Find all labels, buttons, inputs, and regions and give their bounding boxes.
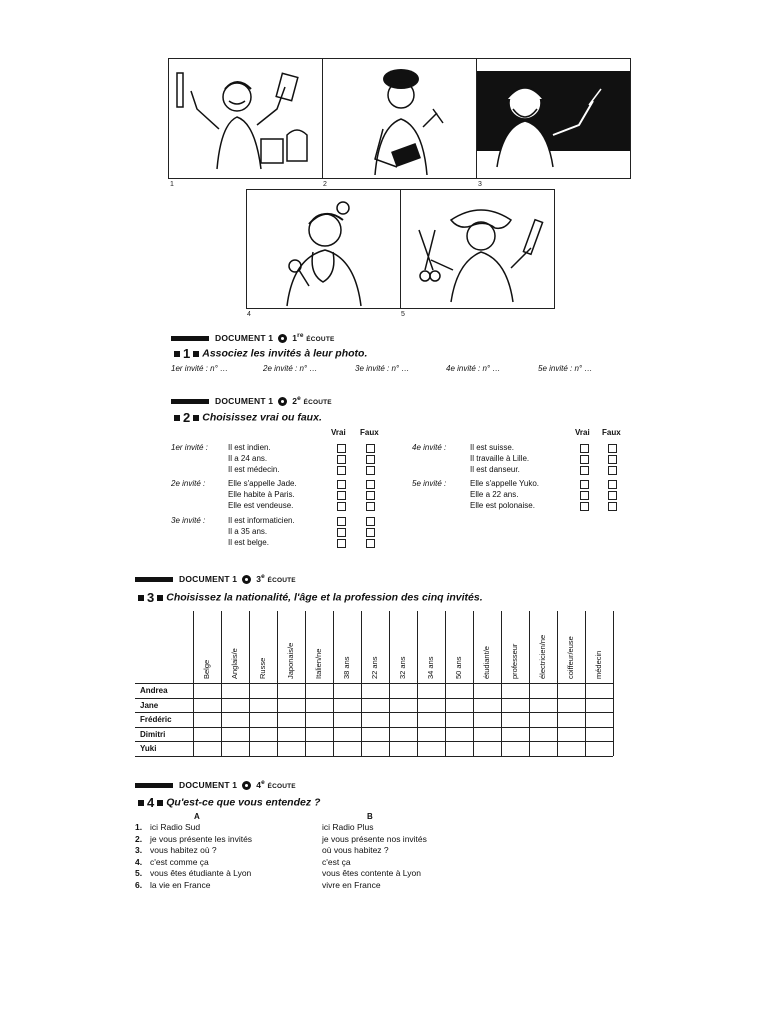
section-bar — [135, 577, 173, 582]
vrai-checkbox[interactable] — [337, 455, 346, 464]
grid-cell[interactable] — [194, 728, 221, 742]
column-header: 34 ans — [426, 656, 435, 679]
grid-cell[interactable] — [530, 713, 557, 727]
grid-cell[interactable] — [446, 742, 473, 756]
column-header: Russe — [258, 657, 267, 679]
grid-cell[interactable] — [446, 713, 473, 727]
grid-cell[interactable] — [502, 699, 529, 713]
ex4-document-header — [135, 779, 296, 790]
item-number: 4. — [135, 856, 143, 867]
option-b[interactable]: vivre en France — [322, 879, 381, 890]
grid-cell[interactable] — [390, 713, 417, 727]
column-header: médecin — [594, 650, 603, 679]
grid-cell[interactable] — [278, 713, 305, 727]
grid-cell[interactable] — [250, 713, 277, 727]
statement: Elle a 22 ans. — [470, 490, 519, 499]
square-bullet-icon — [157, 800, 163, 806]
ecoute-number: 2 — [292, 395, 298, 406]
ecoute-number: 4 — [256, 779, 262, 790]
grid-cell[interactable] — [586, 684, 613, 698]
grid-cell[interactable] — [418, 699, 445, 713]
grid-cell[interactable] — [530, 684, 557, 698]
row-name: Jane — [140, 700, 159, 710]
grid-cell[interactable] — [474, 699, 501, 713]
grid-cell[interactable] — [530, 742, 557, 756]
statement: Elle est vendeuse. — [228, 501, 294, 510]
exercise-number: 1 — [183, 346, 191, 361]
ex2-heading — [171, 410, 322, 425]
grid-cell[interactable] — [474, 713, 501, 727]
grid-cell[interactable] — [194, 713, 221, 727]
grid-cell[interactable] — [502, 713, 529, 727]
faux-checkbox[interactable] — [366, 444, 375, 453]
grid-cell[interactable] — [418, 728, 445, 742]
grid-cell[interactable] — [558, 684, 585, 698]
ecoute-word: ÉCOUTE — [303, 398, 332, 406]
grid-cell[interactable] — [278, 728, 305, 742]
vrai-checkbox[interactable] — [337, 528, 346, 537]
ecoute-number: 3 — [256, 573, 262, 584]
column-a-header: A — [194, 812, 200, 821]
column-header: Japonais/e — [286, 642, 295, 679]
grid-cell[interactable] — [502, 684, 529, 698]
option-a[interactable]: vous êtes étudiante à Lyon — [150, 868, 252, 878]
exercise-number: 4 — [147, 795, 155, 810]
ex1-answer-3: 3e invité : n° … — [355, 364, 410, 373]
ecoute-word: ÉCOUTE — [267, 576, 296, 584]
row-name: Andrea — [140, 686, 168, 695]
column-header: professeur — [510, 643, 519, 679]
guest-label: 5e invité : — [412, 479, 447, 488]
audio-disc-icon — [278, 334, 287, 343]
picture-5-caption: 5 — [401, 311, 405, 318]
faux-checkbox[interactable] — [608, 455, 617, 464]
grid-cell[interactable] — [250, 684, 277, 698]
document-label: DOCUMENT 1 — [215, 395, 274, 406]
grid-cell[interactable] — [558, 699, 585, 713]
square-bullet-icon — [157, 595, 163, 601]
grid-cell[interactable] — [586, 699, 613, 713]
ecoute-sup: e — [261, 573, 265, 580]
column-header: Anglais/e — [230, 648, 239, 679]
picture-1 — [168, 58, 323, 179]
faux-checkbox[interactable] — [366, 517, 375, 526]
vrai-checkbox[interactable] — [337, 480, 346, 489]
faux-checkbox[interactable] — [608, 480, 617, 489]
grid-cell[interactable] — [222, 728, 249, 742]
grid-cell[interactable] — [558, 728, 585, 742]
doctor-with-stethoscope-drawing — [247, 190, 400, 308]
grid-cell[interactable] — [306, 699, 333, 713]
exercise-instruction: Qu'est-ce que vous entendez ? — [166, 796, 321, 809]
guest-label: 2e invité : — [171, 479, 206, 488]
picture-2 — [322, 58, 477, 179]
statement: Il est informaticien. — [228, 516, 295, 525]
square-bullet-icon — [138, 800, 144, 806]
ex3-document-header — [135, 573, 296, 584]
section-bar — [135, 783, 173, 788]
vrai-checkbox[interactable] — [580, 466, 589, 475]
picture-4 — [246, 189, 401, 309]
grid-cell[interactable] — [362, 742, 389, 756]
statement: Il a 24 ans. — [228, 454, 268, 463]
picture-1-caption: 1 — [170, 181, 174, 188]
statement: Elle s'appelle Yuko. — [470, 479, 539, 488]
document-label: DOCUMENT 1 — [179, 573, 238, 584]
grid-cell[interactable] — [502, 728, 529, 742]
statement: Elle s'appelle Jade. — [228, 479, 297, 488]
grid-cell[interactable] — [558, 713, 585, 727]
square-bullet-icon — [193, 351, 199, 357]
statement: Elle est polonaise. — [470, 501, 535, 510]
grid-cell[interactable] — [530, 728, 557, 742]
faux-checkbox[interactable] — [366, 539, 375, 548]
guest-label: 4e invité : — [412, 443, 447, 452]
ecoute-sup: re — [297, 332, 304, 339]
grid-cell[interactable] — [446, 699, 473, 713]
faux-checkbox[interactable] — [366, 455, 375, 464]
exercise-number: 2 — [183, 410, 191, 425]
grid-cell[interactable] — [586, 713, 613, 727]
grid-cell[interactable] — [418, 684, 445, 698]
grid-cell[interactable] — [446, 684, 473, 698]
item-number: 5. — [135, 868, 143, 878]
ex1-heading — [171, 346, 367, 361]
statement: Il est médecin. — [228, 465, 280, 474]
grid-cell[interactable] — [390, 742, 417, 756]
statement: Il travaille à Lille. — [470, 454, 530, 463]
vrai-checkbox[interactable] — [580, 491, 589, 500]
statement: Elle habite à Paris. — [228, 490, 295, 499]
grid-cell[interactable] — [334, 742, 361, 756]
grid-cell[interactable] — [278, 699, 305, 713]
grid-cell[interactable] — [418, 713, 445, 727]
vrai-checkbox[interactable] — [337, 502, 346, 511]
grid-cell[interactable] — [502, 742, 529, 756]
ex1-answer-5: 5e invité : n° … — [538, 364, 593, 373]
section-bar — [171, 336, 209, 341]
person-with-tools-drawing — [169, 59, 322, 178]
statement: Il est indien. — [228, 443, 271, 452]
item-number: 3. — [135, 845, 143, 855]
vrai-checkbox[interactable] — [580, 455, 589, 464]
grid-cell[interactable] — [194, 742, 221, 756]
guest-label: 3e invité : — [171, 516, 206, 525]
statement: Il est belge. — [228, 538, 269, 547]
option-b[interactable]: c'est ça — [322, 856, 351, 867]
grid-cell[interactable] — [474, 742, 501, 756]
ex2-document-header — [171, 395, 332, 406]
ex3-heading — [135, 590, 483, 605]
faux-checkbox[interactable] — [608, 502, 617, 511]
vrai-checkbox[interactable] — [580, 502, 589, 511]
picture-4-caption: 4 — [247, 311, 251, 318]
grid-cell[interactable] — [362, 684, 389, 698]
option-a[interactable]: vous habitez où ? — [150, 845, 217, 855]
grid-cell[interactable] — [334, 699, 361, 713]
ecoute-number: 1 — [292, 332, 298, 343]
grid-cell[interactable] — [334, 713, 361, 727]
section-bar — [171, 399, 209, 404]
faux-checkbox[interactable] — [366, 466, 375, 475]
exercise-number: 3 — [147, 590, 155, 605]
column-header: Belge — [202, 659, 211, 679]
grid-cell[interactable] — [390, 728, 417, 742]
grid-cell[interactable] — [222, 713, 249, 727]
square-bullet-icon — [193, 415, 199, 421]
vrai-checkbox[interactable] — [337, 466, 346, 475]
grid-cell[interactable] — [586, 728, 613, 742]
vrai-checkbox[interactable] — [337, 491, 346, 500]
grid-cell[interactable] — [194, 684, 221, 698]
option-b[interactable]: vous êtes contente à Lyon — [322, 868, 421, 878]
grid-cell[interactable] — [334, 684, 361, 698]
grid-cell[interactable] — [222, 742, 249, 756]
grid-cell[interactable] — [390, 699, 417, 713]
row-name: Dimitri — [140, 729, 166, 739]
grid-cell[interactable] — [306, 713, 333, 727]
hairdresser-with-scissors-drawing — [401, 190, 554, 308]
grid-cell[interactable] — [278, 684, 305, 698]
grid-row-line — [135, 756, 613, 757]
grid-cell[interactable] — [250, 699, 277, 713]
ex1-document-header — [171, 332, 335, 343]
column-header: 50 ans — [454, 656, 463, 679]
vrai-checkbox[interactable] — [580, 480, 589, 489]
audio-disc-icon — [242, 781, 251, 790]
exercise-instruction: Choisissez vrai ou faux. — [202, 411, 322, 424]
item-number: 2. — [135, 833, 143, 844]
option-a[interactable]: ici Radio Sud — [150, 822, 201, 832]
exercise-instruction: Choisissez la nationalité, l'âge et la profession des cinq invités. — [166, 591, 483, 604]
grid-cell[interactable] — [306, 728, 333, 742]
statement: Il a 35 ans. — [228, 527, 268, 536]
picture-3 — [476, 58, 631, 179]
vrai-header-left: Vrai — [331, 428, 346, 437]
column-b-header: B — [367, 812, 373, 821]
statement: Il est danseur. — [470, 465, 520, 474]
column-header: 22 ans — [370, 656, 379, 679]
row-name: Yuki — [140, 744, 157, 753]
grid-cell[interactable] — [586, 742, 613, 756]
grid-cell[interactable] — [446, 728, 473, 742]
column-header: étudiant/e — [482, 646, 491, 679]
square-bullet-icon — [174, 351, 180, 357]
faux-checkbox[interactable] — [366, 502, 375, 511]
audio-disc-icon — [278, 397, 287, 406]
teacher-at-blackboard-drawing — [477, 59, 630, 178]
ex1-answer-4: 4e invité : n° … — [446, 364, 501, 373]
faux-checkbox[interactable] — [366, 528, 375, 537]
option-a[interactable]: je vous présente les invités — [150, 833, 253, 844]
vrai-header-right: Vrai — [575, 428, 590, 437]
item-number: 6. — [135, 879, 143, 890]
grid-cell[interactable] — [362, 713, 389, 727]
option-b[interactable]: où vous habitez ? — [322, 845, 389, 855]
picture-2-caption: 2 — [323, 181, 327, 188]
faux-checkbox[interactable] — [608, 444, 617, 453]
grid-column-line — [613, 611, 614, 756]
faux-header-right: Faux — [602, 428, 621, 437]
column-header: électricien/ne — [538, 634, 547, 679]
faux-checkbox[interactable] — [608, 491, 617, 500]
grid-cell[interactable] — [418, 742, 445, 756]
document-label: DOCUMENT 1 — [215, 332, 274, 343]
document-label: DOCUMENT 1 — [179, 779, 238, 790]
audio-disc-icon — [242, 575, 251, 584]
option-b[interactable]: ici Radio Plus — [322, 822, 374, 832]
ecoute-sup: e — [261, 779, 265, 786]
picture-3-caption: 3 — [478, 181, 482, 188]
column-header: Italien/ne — [314, 648, 323, 679]
ex4-heading — [135, 795, 320, 810]
grid-cell[interactable] — [306, 684, 333, 698]
option-a[interactable]: c'est comme ça — [150, 856, 209, 867]
grid-cell[interactable] — [278, 742, 305, 756]
grid-cell[interactable] — [390, 684, 417, 698]
picture-5 — [400, 189, 555, 309]
grid-cell[interactable] — [474, 684, 501, 698]
faux-checkbox[interactable] — [608, 466, 617, 475]
grid-cell[interactable] — [222, 684, 249, 698]
faux-checkbox[interactable] — [366, 491, 375, 500]
guest-label: 1er invité : — [171, 443, 208, 452]
square-bullet-icon — [174, 415, 180, 421]
row-name: Frédéric — [140, 715, 172, 724]
woman-with-folder-drawing — [323, 59, 476, 178]
item-number: 1. — [135, 822, 143, 832]
vrai-checkbox[interactable] — [337, 444, 346, 453]
square-bullet-icon — [138, 595, 144, 601]
grid-cell[interactable] — [362, 728, 389, 742]
grid-cell[interactable] — [194, 699, 221, 713]
column-header: 32 ans — [398, 656, 407, 679]
grid-cell[interactable] — [222, 699, 249, 713]
ex1-answer-2: 2e invité : n° … — [263, 364, 318, 373]
ecoute-word: ÉCOUTE — [306, 335, 335, 343]
grid-cell[interactable] — [530, 699, 557, 713]
statement: Il est suisse. — [470, 443, 515, 452]
vrai-checkbox[interactable] — [337, 539, 346, 548]
ecoute-word: ÉCOUTE — [267, 782, 296, 790]
ecoute-sup: e — [297, 395, 301, 402]
grid-cell[interactable] — [250, 742, 277, 756]
option-a[interactable]: la vie en France — [150, 879, 211, 890]
grid-cell[interactable] — [474, 728, 501, 742]
column-header: coiffeur/euse — [566, 636, 575, 679]
option-b[interactable]: je vous présente nos invités — [322, 833, 427, 844]
vrai-checkbox[interactable] — [580, 444, 589, 453]
grid-cell[interactable] — [334, 728, 361, 742]
vrai-checkbox[interactable] — [337, 517, 346, 526]
grid-cell[interactable] — [558, 742, 585, 756]
grid-cell[interactable] — [362, 699, 389, 713]
column-header: 38 ans — [342, 656, 351, 679]
faux-checkbox[interactable] — [366, 480, 375, 489]
faux-header-left: Faux — [360, 428, 379, 437]
exercise-instruction: Associez les invités à leur photo. — [202, 347, 368, 360]
grid-cell[interactable] — [306, 742, 333, 756]
grid-cell[interactable] — [250, 728, 277, 742]
ex1-answer-1: 1er invité : n° … — [171, 364, 228, 373]
